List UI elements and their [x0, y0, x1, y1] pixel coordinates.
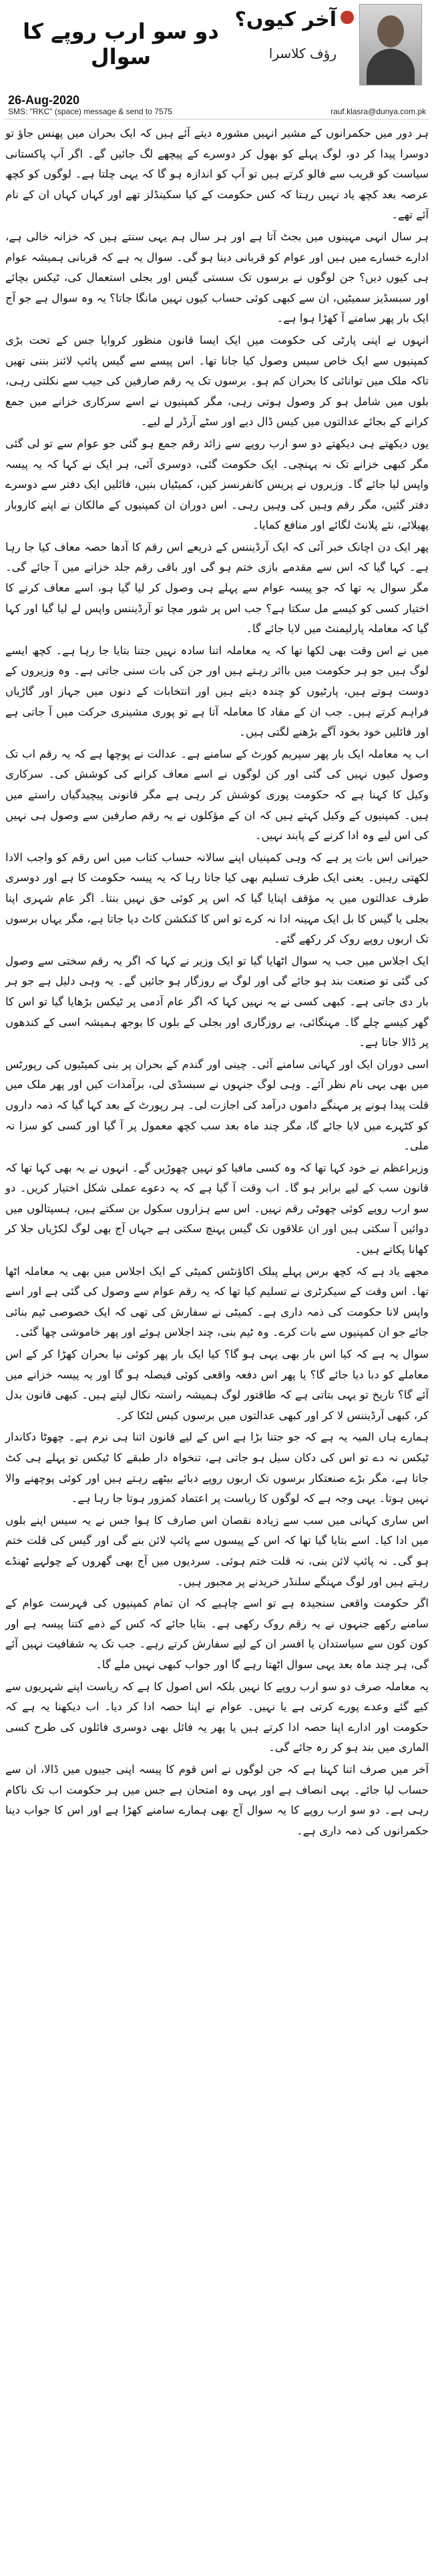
article-paragraph: یہ معاملہ صرف دو سو ارب روپے کا نہیں بلکہ اس اصول کا ہے کہ ریاست اپنے شہریوں سے کیے گئے وعدے پورے کرتی ہے یا نہیں۔ عوام نے اپنا حصہ ادا کر دیا۔ اب دیکھنا یہ ہے کہ حکومت اور ادارے اپنا حصہ ادا کرتے ہیں یا پھر یہ فائل بھی دوسری فائلوں کی طرح کسی الماری میں بند ہو کر رہ جائے گی۔: [5, 1680, 429, 1754]
column-logo-block: [228, 4, 422, 91]
article-paragraph: آخر میں صرف اتنا کہنا ہے کہ جن لوگوں نے اس قوم کا پیسہ اپنی جیبوں میں ڈالا، ان سے حساب لیا جائے۔ یہی انصاف ہے اور یہی وہ امتحان ہے جس میں ہر حکومت اب تک ناکام رہی ہے۔ دو سو ارب روپے کا یہ سوال آج بھی ہمارے سامنے کھڑا ہے اور اس کا جواب دینا حکمرانوں کی ذمہ داری ہے۔: [5, 1762, 429, 1837]
column-masthead: [4, 0, 430, 119]
logo-dot-icon: [341, 11, 354, 24]
columnist-photo: [359, 4, 422, 85]
sms-instructions: SMS: "RKC" (space) message & send to 7575: [8, 107, 172, 116]
article-paragraph: ہر سال انہی مہینوں میں بجٹ آتا ہے اور ہر سال ہم یہی سنتے ہیں کہ خزانہ خالی ہے، ادارے خسارے میں ہیں اور عوام کو قربانی دینا ہو گی۔ سوال یہ ہے کہ قربانی ہمیشہ عوام ہی کیوں دیں؟ جن لوگوں نے برسوں تک سستی گیس اور بجلی استعمال کی، ٹیکس بچائے اور سبسڈیز سمیٹیں، ان سے کبھی کوئی حساب کیوں نہیں مانگا جاتا؟ یہ وہ سوال ہے جو آج ایک بار پھر سامنے آ کھڑا ہوا ہے۔: [5, 230, 429, 325]
contact-line: [8, 105, 426, 117]
article-paragraph: اسی دوران ایک اور کہانی سامنے آئی۔ چینی اور گندم کے بحران پر بنی کمیٹیوں کی رپورٹس میں بھی یہی نام نظر آئے۔ وہی لوگ جنہوں نے سبسڈی لی، برآمدات کیں اور پھر ملک میں قلت پیدا ہونے پر مہنگے داموں درآمد کی اجازت لی۔ ہر رپورٹ کے بعد کہا گیا کہ ذمہ داروں کو کٹہرے میں لایا جائے گا، مگر چند ماہ بعد سب کچھ معمول پر آ گیا اور کسی کو سزا نہ ملی۔: [5, 1057, 429, 1153]
article-paragraph: میں نے اس وقت بھی لکھا تھا کہ یہ معاملہ اتنا سادہ نہیں جتنا بتایا جا رہا ہے۔ کچھ ایسے لوگ ہیں جو ہر حکومت میں بااثر رہتے ہیں اور جن کی بات سنی جاتی ہے۔ وہ وزیروں کے دوست ہوتے ہیں، پارٹیوں کو چندہ دیتے ہیں اور انتخابات کے دنوں میں جہاز اور گاڑیاں فراہم کرتے ہیں۔ جب ان کے مفاد کا معاملہ آتا ہے تو پوری مشینری حرکت میں آ جاتی ہے اور فائلیں خود بخود آگے بڑھنے لگتی ہیں۔: [5, 643, 429, 739]
article-paragraph: وزیراعظم نے خود کہا تھا کہ وہ کسی مافیا کو نہیں چھوڑیں گے۔ انہوں نے یہ بھی کہا تھا کہ قانون سب کے لیے برابر ہو گا۔ اب وقت آ گیا ہے کہ یہ دعوے عملی شکل اختیار کریں۔ دو سو ارب روپے کوئی چھوٹی رقم نہیں۔ اس سے ہزاروں سکول بن سکتے ہیں، ہسپتالوں میں دوائیں آ سکتی ہیں اور ان علاقوں تک گیس پہنچ سکتی ہے جہاں آج بھی لوگ لکڑیاں جلا کر کھانا پکاتے ہیں۔: [5, 1161, 429, 1256]
article-paragraph: ایک اجلاس میں جب یہ سوال اٹھایا گیا تو ایک وزیر نے کہا کہ اگر یہ رقم سختی سے وصول کی گئی تو صنعت بند ہو جائے گی اور لوگ بے روزگار ہو جائیں گے۔ یہ وہی دلیل ہے جو ہر بار دی جاتی ہے۔ کبھی کسی نے یہ نہیں کہا کہ اگر عام آدمی پر ٹیکس بڑھایا گیا تو اس کا گھر کیسے چلے گا۔ مہنگائی، بے روزگاری اور بجلی کے بلوں کا بوجھ ہمیشہ اسی کے کندھوں پر ڈالا جاتا ہے۔: [5, 954, 429, 1049]
article-paragraph: انہوں نے اپنی پارٹی کی حکومت میں ایک ایسا قانون منظور کروایا جس کے تحت بڑی کمپنیوں سے ایک خاص سیس وصول کیا جانا تھا۔ اس پیسے سے گیس پائپ لائنز بننی تھیں تاکہ ملک میں توانائی کا بحران کم ہو۔ برسوں تک یہ رقم صارفین کی جیب سے نکلتی رہی، بلوں میں شامل ہو کر وصول ہوتی رہی، مگر کمپنیوں نے اسے سرکاری خزانے میں جمع کرانے کے بجائے عدالتوں میں کیس ڈال دیے اور سٹے آرڈر لے لیے۔: [5, 333, 429, 429]
article-paragraph: اب یہ معاملہ ایک بار پھر سپریم کورٹ کے سامنے ہے۔ عدالت نے پوچھا ہے کہ یہ رقم اب تک وصول کیوں نہیں کی گئی اور کن لوگوں نے اسے معاف کرانے کی کوشش کی۔ سرکاری وکیل کا کہنا ہے کہ حکومت پوری کوشش کر رہی ہے مگر قانونی پیچیدگیاں راستے میں ہیں۔ کمپنیوں کے وکیل کہتے ہیں کہ ان کے مؤکلوں نے یہ رقم صارفین سے وصول ہی نہیں کی اس لیے وہ ادا کرنے کے پابند نہیں۔: [5, 747, 429, 842]
column-logo-text: آخر کیوں؟: [234, 8, 337, 31]
article-paragraph: ہر دور میں حکمرانوں کے مشیر انہیں مشورہ دیتے آئے ہیں کہ ایک بحران میں پھنس جاؤ تو دوسرا پیدا کر دو، لوگ پہلے کو بھول کر دوسرے کے پیچھے لگ جائیں گے۔ اگر آپ پاکستانی سیاست کو قریب سے فالو کرتے ہیں تو آپ کو اندازہ ہو گا کہ یہی چلتا ہے۔ لوگوں کو کچھ عرصہ بعد کچھ یاد نہیں رہتا کہ کس حکومت کے کیا سکینڈلز تھے اور کہاں کہاں ان کے نام آئے تھے۔: [5, 127, 429, 222]
article-body: [4, 119, 430, 1841]
article-paragraph: ہمارے ہاں المیہ یہ ہے کہ جو جتنا بڑا ہے اس کے لیے قانون اتنا ہی نرم ہے۔ چھوٹا دکاندار ٹیکس نہ دے تو اس کی دکان سیل ہو جاتی ہے، تنخواہ دار طبقے کا ٹیکس تو پہلے ہی کٹ جاتا ہے، مگر بڑے صنعتکار برسوں تک اربوں روپے دبائے بیٹھے رہتے ہیں اور کوئی پوچھنے والا نہیں ہوتا۔ یہی وجہ ہے کہ لوگوں کا ریاست پر اعتماد کمزور ہوتا جا رہا ہے۔: [5, 1431, 429, 1505]
photo-body-shape: [367, 49, 415, 85]
article-paragraph: سوال یہ ہے کہ کیا اس بار بھی یہی ہو گا؟ کیا ایک بار پھر کوئی نیا بحران کھڑا کر کے اس معاملے کو دبا دیا جائے گا؟ یا پھر اس دفعہ واقعی کوئی فیصلہ ہو گا اور یہ پیسہ خزانے میں آئے گا؟ تاریخ تو یہی بتاتی ہے کہ طاقتور لوگ ہمیشہ راستہ نکال لیتے ہیں۔ کبھی قانون بدل کر، کبھی آرڈیننس لا کر اور کبھی عدالتوں میں برسوں کیس لٹکا کر۔: [5, 1348, 429, 1422]
column-headline: دو سو ارب روپے کا سوال: [23, 19, 219, 69]
publish-date: 26-Aug-2020: [8, 93, 80, 107]
article-paragraph: پھر ایک دن اچانک خبر آئی کہ ایک آرڈیننس کے ذریعے اس رقم کا آدھا حصہ معاف کیا جا رہا ہے۔ کہا گیا کہ اس سے مقدمے بازی ختم ہو گی اور باقی رقم جلد خزانے میں آ جائے گی۔ مگر سوال یہ تھا کہ جو پیسہ عوام سے پہلے ہی وصول کر لیا گیا ہو، اسے معاف کرنے کا اختیار کسی کو کیسے مل سکتا ہے؟ جب اس پر شور مچا تو آرڈیننس واپس لے لیا گیا اور کہا گیا کہ معاملہ پارلیمنٹ میں لایا جائے گا۔: [5, 540, 429, 635]
article-paragraph: اس ساری کہانی میں سب سے زیادہ نقصان اس صارف کا ہوا جس نے یہ سیس اپنے بلوں میں ادا کیا۔ اسے بتایا گیا تھا کہ اس کے پیسوں سے پائپ لائن بنے گی اور گیس کی قلت ختم ہو گی۔ نہ پائپ لائن بنی، نہ قلت ختم ہوئی۔ سردیوں میں آج بھی گھروں کے چولہے ٹھنڈے رہتے ہیں اور لوگ مہنگے سلنڈر خریدنے پر مجبور ہیں۔: [5, 1513, 429, 1588]
article-paragraph: یوں دیکھتے ہی دیکھتے دو سو ارب روپے سے زائد رقم جمع ہو گئی جو عوام سے تو لی گئی مگر کبھی خزانے تک نہ پہنچی۔ ایک حکومت گئی، دوسری آئی، ہر ایک نے کہا کہ یہ پیسہ واپس لیا جائے گا۔ وزیروں نے پریس کانفرنسز کیں، کمیٹیاں بنیں، فائلیں ایک دفتر سے دوسرے دفتر گئیں، مگر رقم وہیں کی وہیں رہی۔ اس دوران ان کمپنیوں کے مالکان نے اپنے کاروبار پھیلائے، نئے پلانٹ لگائے اور منافع کمایا۔: [5, 437, 429, 532]
article-paragraph: اگر حکومت واقعی سنجیدہ ہے تو اسے چاہیے کہ ان تمام کمپنیوں کی فہرست عوام کے سامنے رکھے جنہوں نے یہ رقم روک رکھی ہے۔ بتایا جائے کہ کس کے ذمے کتنا پیسہ ہے اور کون کون سے سیاستدان یا افسر ان کے لیے سفارش کرتے رہے۔ جب تک یہ شفافیت نہیں آئے گی، ہر چند ماہ بعد یہی سوال اٹھتا رہے گا اور جواب کبھی نہیں ملے گا۔: [5, 1597, 429, 1671]
columnist-name: رؤف کلاسرا: [268, 45, 337, 61]
article-paragraph: حیرانی اس بات پر ہے کہ وہی کمپنیاں اپنے سالانہ حساب کتاب میں اس رقم کو واجب الادا لکھتی رہیں۔ یعنی ایک طرف تسلیم بھی کیا جاتا رہا کہ یہ پیسہ حکومت کا ہے اور دوسری طرف عدالتوں میں یہ مؤقف اپنایا گیا کہ اس پر کوئی حق نہیں بنتا۔ اگر عام شہری اپنا بجلی یا گیس کا بل ایک مہینہ ادا نہ کرے تو اس کا کنکشن کاٹ دیا جاتا ہے، مگر یہاں برسوں تک اربوں روپے روک کر رکھے گئے۔: [5, 850, 429, 946]
article-paragraph: مجھے یاد ہے کہ کچھ برس پہلے پبلک اکاؤنٹس کمیٹی کے ایک اجلاس میں بھی یہ معاملہ اٹھا تھا۔ اس وقت کے سیکرٹری نے تسلیم کیا تھا کہ یہ رقم عوام سے وصول کی گئی ہے اور اسے واپس لانا حکومت کی ذمہ داری ہے۔ کمیٹی نے سفارش کی تھی کہ ایک خصوصی ٹیم بنائی جائے جو ان کمپنیوں سے بات کرے۔ وہ ٹیم بنی، چند اجلاس ہوئے اور پھر خاموشی چھا گئی۔: [5, 1264, 429, 1339]
photo-head-shape: [377, 15, 404, 47]
columnist-email: rauf.klasra@dunya.com.pk: [331, 107, 426, 116]
